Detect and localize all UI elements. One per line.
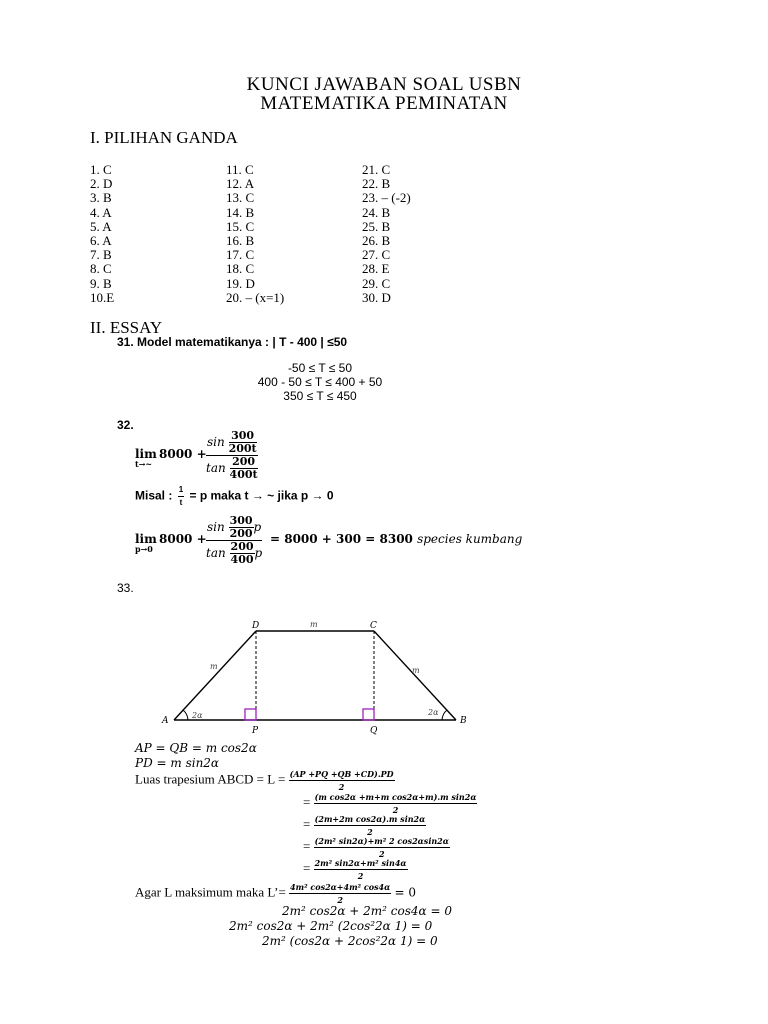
q32-label: 32. bbox=[117, 418, 134, 432]
agar-label: Agar L maksimum maka L’= bbox=[135, 884, 286, 900]
q33-luas bbox=[135, 768, 395, 793]
section-essay-heading: II. ESSAY bbox=[90, 318, 163, 337]
angle-arc-a bbox=[183, 710, 188, 720]
inner-fraction bbox=[230, 456, 258, 481]
page-title: KUNCI JAWABAN SOAL USBN bbox=[246, 74, 522, 95]
lim-text: lim bbox=[135, 447, 157, 461]
q32-const-2: 8000 + bbox=[159, 532, 207, 546]
angle-arc-b bbox=[442, 710, 447, 720]
q33-line-3: 2m² (cos2α + 2cos²2α 1) = 0 bbox=[262, 934, 438, 948]
answer-item: 10.E bbox=[90, 289, 115, 305]
inner-den: 200t bbox=[228, 442, 257, 455]
misal-prefix: Misal : bbox=[135, 488, 173, 503]
right-angle-q bbox=[363, 709, 374, 720]
big-fraction-numerator bbox=[206, 430, 258, 456]
answer-item: 17. C bbox=[226, 247, 255, 263]
answer-item: 15. C bbox=[226, 218, 255, 234]
answer-item: 30. D bbox=[362, 289, 391, 305]
q33-label: 33. bbox=[117, 581, 134, 595]
answer-item: 7. B bbox=[90, 247, 112, 263]
inner-den: 400 bbox=[230, 553, 254, 566]
answer-item: 4. A bbox=[90, 204, 112, 220]
inner-num: 300 bbox=[229, 430, 257, 443]
answer-item: 28. E bbox=[362, 261, 390, 277]
p-text: p bbox=[253, 520, 262, 534]
big-fraction-denominator bbox=[206, 541, 262, 566]
answers-column-2 bbox=[226, 163, 284, 305]
luas-den: 2 bbox=[338, 782, 345, 792]
answer-item: 13. C bbox=[226, 190, 255, 206]
q32-lim-2: lim bbox=[135, 532, 157, 546]
step-num: (2m² sin2α)+m² 2 cos2αsin2α bbox=[314, 836, 449, 846]
q33-step-4 bbox=[303, 857, 408, 882]
angle-a-label: 2α bbox=[192, 711, 203, 720]
inner-num: 200 bbox=[230, 456, 258, 469]
inner-num: 300 bbox=[229, 514, 253, 527]
inner-den: 200 bbox=[229, 527, 253, 540]
answer-item: 1. C bbox=[90, 162, 112, 177]
answer-item: 12. A bbox=[226, 176, 255, 192]
q32-lim-2-sub: p→0 bbox=[135, 544, 153, 554]
step-num: (m cos2α +m+m cos2α+m).m sin2α bbox=[314, 792, 477, 802]
answer-item: 6. A bbox=[90, 233, 112, 249]
vertex-b-label: B bbox=[460, 716, 467, 726]
answer-item: 27. C bbox=[362, 247, 391, 263]
point-q-label: Q bbox=[370, 726, 378, 736]
answer-item: 21. C bbox=[362, 162, 391, 177]
answer-item: 20. – (x=1) bbox=[226, 289, 285, 305]
luas-num: (AP +PQ +QB +CD).PD bbox=[289, 769, 394, 779]
misal-rest: = p maka t → ~ jika p → 0 bbox=[189, 488, 334, 503]
inner-fraction bbox=[229, 515, 254, 540]
answer-item: 8. C bbox=[90, 261, 112, 277]
eq-sign: = bbox=[303, 794, 311, 810]
inner-den: 400t bbox=[229, 468, 258, 481]
answer-item: 2. D bbox=[90, 176, 113, 192]
agar-den: 2 bbox=[337, 895, 343, 905]
big-fraction bbox=[206, 430, 258, 481]
sin-text: sin bbox=[207, 520, 225, 534]
answer-item: 9. B bbox=[90, 275, 112, 291]
answer-item: 26. B bbox=[362, 233, 391, 249]
q32-const-1: 8000 + bbox=[159, 447, 207, 461]
answers-column-3 bbox=[362, 163, 411, 305]
answer-item: 22. B bbox=[362, 176, 391, 192]
answer-item: 19. D bbox=[226, 275, 255, 291]
inner-fraction bbox=[229, 430, 257, 455]
agar-fraction bbox=[289, 881, 391, 906]
section-pilihan-ganda-heading: I. PILIHAN GANDA bbox=[90, 128, 238, 147]
misal-num: 1 bbox=[178, 484, 184, 497]
q31-line-2: 400 - 50 ≤ T ≤ 400 + 50 bbox=[257, 375, 383, 389]
answer-item: 29. C bbox=[362, 275, 391, 291]
side-m-left-label: m bbox=[210, 662, 218, 671]
trapezoid-figure bbox=[160, 615, 470, 740]
right-leg-bc bbox=[374, 631, 456, 720]
eq-sign: = bbox=[303, 816, 311, 832]
q33-ap-qb: AP = QB = m cos2α bbox=[135, 741, 257, 755]
tan-text: tan bbox=[206, 546, 226, 560]
answer-item: 23. – (-2) bbox=[362, 190, 411, 206]
agar-num: 4m² cos2α+4m² cos4α bbox=[290, 882, 391, 892]
point-p-label: P bbox=[252, 726, 259, 736]
vertex-d-label: D bbox=[252, 621, 260, 631]
answer-item: 14. B bbox=[226, 204, 255, 220]
big-fraction-denominator bbox=[206, 456, 258, 481]
answer-item: 25. B bbox=[362, 218, 391, 234]
answer-item: 5. A bbox=[90, 218, 112, 234]
page-subtitle: MATEMATIKA PEMINATAN bbox=[260, 93, 508, 114]
step-den: 2 bbox=[378, 849, 385, 859]
q31-label: 31. Model matematikanya : | T - 400 | ≤50 bbox=[117, 335, 348, 349]
q33-line-1: 2m² cos2α + 2m² cos4α = 0 bbox=[282, 904, 452, 918]
q32-lim-1-sub: t→~ bbox=[135, 459, 153, 469]
q33-agar bbox=[135, 881, 416, 906]
answer-item: 24. B bbox=[362, 204, 391, 220]
answer-item: 3. B bbox=[90, 190, 112, 206]
tan-text: tan bbox=[206, 461, 226, 475]
luas-fraction bbox=[289, 768, 395, 793]
q33-line-2: 2m² cos2α + 2m² (2cos²2α 1) = 0 bbox=[229, 919, 433, 933]
eq-sign: = bbox=[303, 838, 311, 854]
right-angle-p bbox=[245, 709, 256, 720]
q32-result bbox=[270, 532, 522, 546]
big-fraction bbox=[206, 515, 262, 566]
vertex-a-label: A bbox=[162, 716, 169, 726]
answer-item: 16. B bbox=[226, 233, 255, 249]
inner-num: 200 bbox=[230, 540, 254, 553]
q31-line-3: 350 ≤ T ≤ 450 bbox=[283, 389, 357, 403]
q32-fraction-1 bbox=[206, 430, 258, 481]
step-fraction bbox=[314, 857, 408, 882]
q31-line-1: -50 ≤ T ≤ 50 bbox=[287, 361, 353, 375]
sin-text: sin bbox=[207, 435, 225, 449]
q32-fraction-2 bbox=[206, 515, 262, 566]
eq-sign: = bbox=[303, 860, 311, 876]
step-den: 2 bbox=[392, 805, 399, 815]
step-num: 2m² sin2α+m² sin4α bbox=[314, 858, 407, 868]
inner-fraction bbox=[230, 541, 255, 566]
big-fraction-numerator bbox=[206, 515, 262, 541]
misal-den: t bbox=[179, 498, 183, 507]
step-den: 2 bbox=[357, 871, 364, 881]
side-m-top-label: m bbox=[310, 620, 318, 629]
answers-column-1 bbox=[90, 163, 114, 305]
left-leg-ad bbox=[174, 631, 256, 720]
step-den: 2 bbox=[367, 827, 373, 837]
agar-tail: = 0 bbox=[394, 885, 417, 900]
angle-b-label: 2α bbox=[428, 708, 439, 717]
q33-pd: PD = m sin2α bbox=[135, 756, 220, 770]
luas-label: Luas trapesium ABCD = L = bbox=[135, 771, 286, 787]
answer-item: 18. C bbox=[226, 261, 255, 277]
p-text: p bbox=[254, 546, 263, 560]
result-value: = 8000 + 300 = 8300 bbox=[270, 532, 413, 546]
result-unit: species kumbang bbox=[417, 532, 523, 546]
misal-fraction bbox=[178, 484, 184, 509]
side-m-right-label: m bbox=[412, 666, 420, 675]
answer-item: 11. C bbox=[226, 162, 254, 177]
vertex-c-label: C bbox=[370, 621, 377, 631]
step-num: (2m+2m cos2α).m sin2α bbox=[314, 814, 426, 824]
q32-misal bbox=[135, 484, 334, 509]
